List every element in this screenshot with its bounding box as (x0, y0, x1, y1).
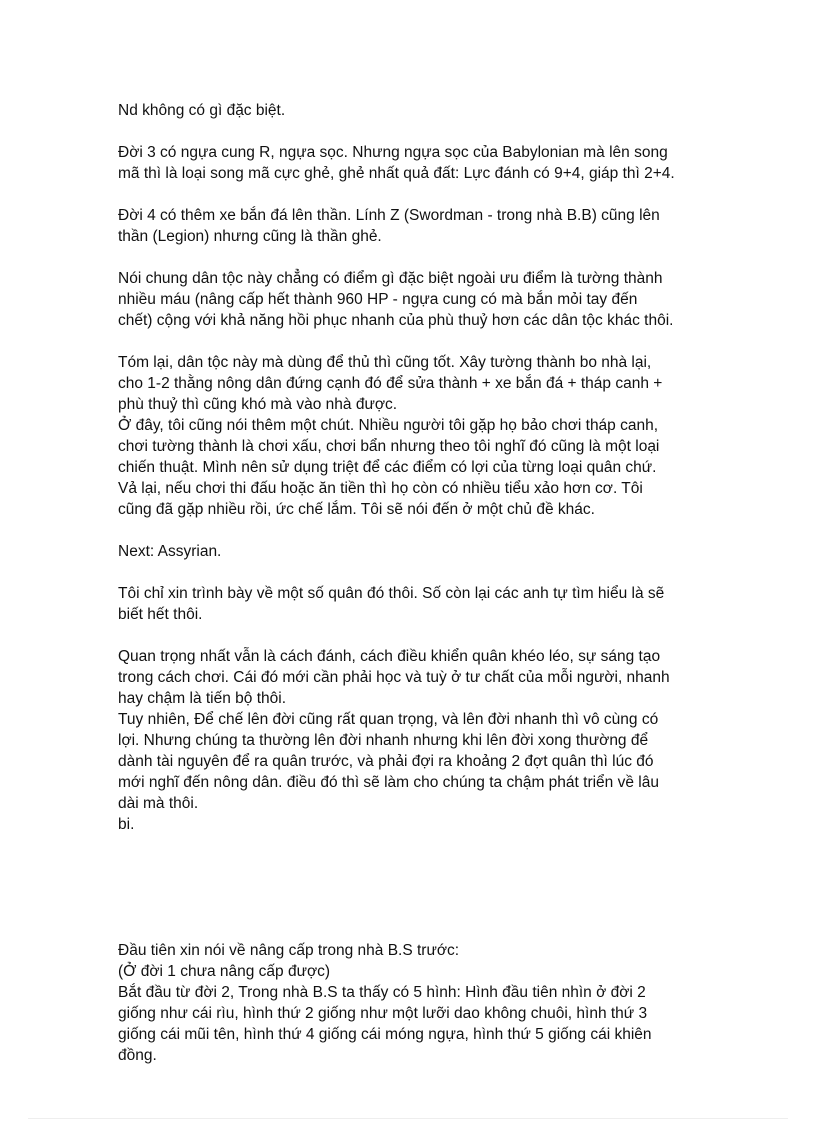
paragraph-spacer (118, 625, 698, 646)
paragraph-overview (118, 268, 698, 331)
text-line: Nói chung dân tộc này chẳng có điểm gì đặc biệt ngoài ưu điểm là tường thành (118, 270, 663, 287)
section-spacer (118, 835, 698, 940)
paragraph-spacer (118, 121, 698, 142)
paragraph-spacer (118, 184, 698, 205)
text-line: phù thuỷ thì cũng khó mà vào nhà được. (118, 396, 398, 413)
text-line: (Ở đời 1 chưa nâng cấp được) (118, 963, 331, 980)
document-body (118, 100, 698, 1066)
text-line: mã thì là loại song mã cực ghẻ, ghẻ nhất quả đất: Lực đánh có 9+4, giáp thì 2+4. (118, 165, 675, 182)
text-line: giống như cái rìu, hình thứ 2 giống như một lưỡi dao không chuôi, hình thứ 3 (118, 1005, 648, 1022)
text-line: Bắt đầu từ đời 2, Trong nhà B.S ta thấy có 5 hình: Hình đầu tiên nhìn ở đời 2 (118, 984, 646, 1001)
text-line: đồng. (118, 1047, 157, 1064)
text-line: Tuy nhiên, Để chế lên đời cũng rất quan trọng, và lên đời nhanh thì vô cùng có (118, 711, 659, 728)
text-line: Vả lại, nếu chơi thi đấu hoặc ăn tiền thì họ còn có nhiều tiểu xảo hơn cơ. Tôi (118, 480, 643, 497)
text-line: Đầu tiên xin nói về nâng cấp trong nhà B.S trước: (118, 942, 460, 959)
paragraph-next-civilization (118, 541, 698, 562)
paragraph-summary-strategy (118, 352, 698, 520)
paragraph-spacer (118, 520, 698, 541)
text-line: dài mà thôi. (118, 795, 199, 812)
text-line: lợi. Nhưng chúng ta thường lên đời nhanh nhưng khi lên đời xong thường để (118, 732, 649, 749)
text-line: Đời 4 có thêm xe bắn đá lên thần. Lính Z (Swordman - trong nhà B.B) cũng lên (118, 207, 660, 224)
text-line: chiến thuật. Mình nên sử dụng triệt để các điểm có lợi của từng loại quân chứ. (118, 459, 657, 476)
text-line: chết) cộng với khả năng hồi phục nhanh của phù thuỷ hơn các dân tộc khác thôi. (118, 312, 674, 329)
text-line: nhiều máu (nâng cấp hết thành 960 HP - ngựa cung có mà bắn mỏi tay đến (118, 291, 638, 308)
text-line: Tóm lại, dân tộc này mà dùng để thủ thì cũng tốt. Xây tường thành bo nhà lại, (118, 354, 652, 371)
text-line: giống cái mũi tên, hình thứ 4 giống cái móng ngựa, hình thứ 5 giống cái khiên (118, 1026, 652, 1043)
paragraph-spacer (118, 247, 698, 268)
paragraph-spacer (118, 562, 698, 583)
text-line: cho 1-2 thằng nông dân đứng cạnh đó để sửa thành + xe bắn đá + tháp canh + (118, 375, 663, 392)
paragraph-tactics (118, 646, 698, 835)
text-line: Nd không có gì đặc biệt. (118, 102, 286, 119)
paragraph-nd-summary (118, 100, 698, 121)
paragraph-scope-note (118, 583, 698, 625)
text-line: trong cách chơi. Cái đó mới cần phải học và tuỳ ở tư chất của mỗi người, nhanh (118, 669, 670, 686)
paragraph-blacksmith-upgrades (118, 940, 698, 1066)
text-line: Đời 3 có ngựa cung R, ngựa sọc. Nhưng ngựa sọc của Babylonian mà lên song (118, 144, 668, 161)
text-line: chơi tường thành là chơi xấu, chơi bẩn nhưng theo tôi nghĩ đó cũng là một loại (118, 438, 660, 455)
page-bottom-divider (28, 1118, 788, 1119)
text-line: bi. (118, 816, 135, 833)
text-line: cũng đã gặp nhiều rồi, ức chế lắm. Tôi sẽ nói đến ở một chủ đề khác. (118, 501, 595, 518)
text-line: biết hết thôi. (118, 606, 203, 623)
text-line: dành tài nguyên để ra quân trước, và phải đợi ra khoảng 2 đợt quân thì lúc đó (118, 753, 654, 770)
text-line: Tôi chỉ xin trình bày về một số quân đó thôi. Số còn lại các anh tự tìm hiểu là sẽ (118, 585, 665, 602)
text-line: Quan trọng nhất vẫn là cách đánh, cách điều khiển quân khéo léo, sự sáng tạo (118, 648, 661, 665)
paragraph-spacer (118, 331, 698, 352)
paragraph-age-3 (118, 142, 698, 184)
text-line: mới nghĩ đến nông dân. điều đó thì sẽ làm cho chúng ta chậm phát triển về lâu (118, 774, 659, 791)
paragraph-age-4 (118, 205, 698, 247)
text-line: Ở đây, tôi cũng nói thêm một chút. Nhiều người tôi gặp họ bảo chơi tháp canh, (118, 417, 659, 434)
text-line: hay chậm là tiến bộ thôi. (118, 690, 287, 707)
text-line: Next: Assyrian. (118, 543, 222, 560)
text-line: thần (Legion) nhưng cũng là thần ghẻ. (118, 228, 382, 245)
